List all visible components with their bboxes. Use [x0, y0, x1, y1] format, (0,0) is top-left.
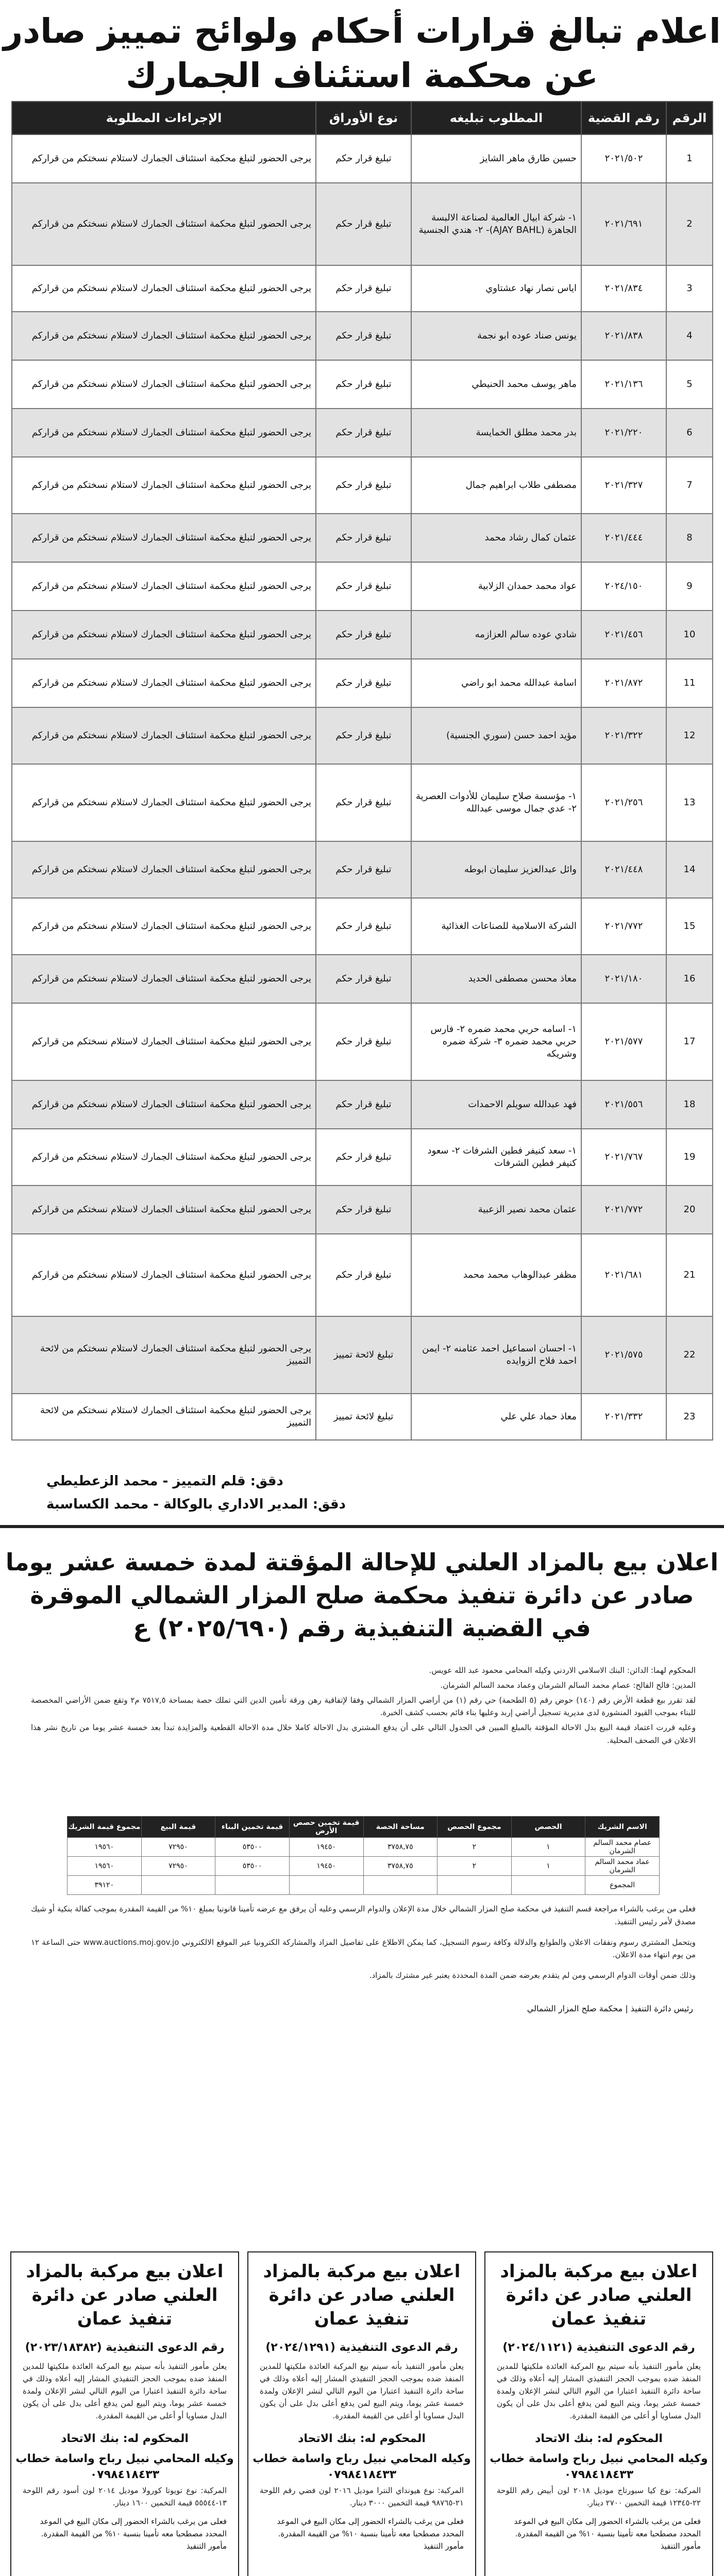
valuation-cell	[141, 1876, 215, 1895]
lawyer: وكيله المحامي نبيل رباح واسامة خطاب	[252, 2452, 471, 2465]
case-number: ٢٠٢٤/١٥٠	[581, 562, 666, 611]
valuation-col-header: قيمة تخمين البناء	[215, 1817, 290, 1838]
required-action: يرجى الحضور لتبلغ محكمة استئناف الجمارك لاستلام نسختكم من قراركم	[12, 611, 316, 659]
notified-party: شادي عوده سالم العزازمه	[411, 611, 581, 659]
row-number: 13	[666, 764, 713, 841]
notice-footer: فعلى من يرغب بالشراء الحضور إلى مكان البيع في الموعد المحدد مصطحبا معه تأمينا بنسبة ١٠% من القيمة المقدرة. مأمور التنفيذ	[40, 2517, 227, 2551]
table-row	[12, 659, 713, 707]
valuation-cell: ٧٢٩٥٠	[141, 1838, 215, 1857]
table-row	[12, 1316, 713, 1394]
notified-party: ١- شركة ابيال العالمية لصناعة الالبسة الجاهزة (AJAY BAHL)- ٢- هندي الجنسية	[411, 183, 581, 265]
valuation-cell: ٥٣٥٠٠	[215, 1857, 290, 1876]
table-row	[12, 312, 713, 360]
notification-table	[11, 101, 713, 1440]
creditor: المحكوم له: بنك الاتحاد	[61, 2432, 189, 2445]
row-number: 17	[666, 1003, 713, 1080]
case-number: ٢٠٢١/٦٩١	[581, 183, 666, 265]
row-number: 4	[666, 312, 713, 360]
required-action: يرجى الحضور لتبلغ محكمة استئناف الجمارك لاستلام نسختكم من قراركم	[12, 707, 316, 764]
valuation-cell: ١٩٥٦٠	[68, 1838, 142, 1857]
auction-paragraph: ويتحمل المشتري رسوم ونفقات الاعلان والطوابع والدلالة وكافة رسوم التسجيل، كما يمكن الاطلاع على تفاصيل المزاد والمشاركة الكترونيا عبر الموقع الالكتروني www.auctions.moj.gov.jo حتى الساعة ١٢ من يوم انتهاء مدة الاعلان.	[31, 1937, 696, 1960]
case-number: ٢٠٢١/٧٦٧	[581, 1129, 666, 1185]
signature-line-2: دقق: المدير الاداري بالوكالة - محمد الكساسبة	[46, 1497, 346, 1512]
row-number: 10	[666, 611, 713, 659]
auction-body-2	[31, 1895, 696, 1990]
table-row	[12, 955, 713, 1003]
notified-party: معاذ حماد علي علي	[411, 1394, 581, 1440]
document-type: تبليغ قرار حكم	[316, 659, 411, 707]
required-action: يرجى الحضور لتبلغ محكمة استئناف الجمارك لاستلام نسختكم من قراركم	[12, 312, 316, 360]
required-action: يرجى الحضور لتبلغ محكمة استئناف الجمارك لاستلام نسختكم من قراركم	[12, 409, 316, 457]
notice-footer: فعلى من يرغب بالشراء الحضور إلى مكان البيع في الموعد المحدد مصطحبا معه تأمينا بنسبة ١٠% من القيمة المقدرة. مأمور التنفيذ	[514, 2517, 701, 2551]
vehicle-details: المركبة: نوع هيونداي النترا موديل ٢٠١٦ لون فضي رقم اللوحة ٢١-٩٨٧٦٥ قيمة التخمين ٣٠٠٠ دينار.	[260, 2486, 464, 2507]
row-number: 9	[666, 562, 713, 611]
auction-paragraph: وذلك ضمن أوقات الدوام الرسمي ومن لم يتقدم بعرضه ضمن المدة المحددة يعتبر غير مشترك بالمزاد.	[369, 1971, 696, 1980]
phone-number: ٠٧٩٨٤١٨٤٣٣	[564, 2468, 634, 2481]
auction-title-1: اعلان بيع بالمزاد العلني للإحالة المؤقتة لمدة خمسة عشر يوما	[5, 1548, 719, 1576]
document-type: تبليغ قرار حكم	[316, 1129, 411, 1185]
required-action: يرجى الحضور لتبلغ محكمة استئناف الجمارك لاستلام نسختكم من قراركم	[12, 764, 316, 841]
row-number: 1	[666, 134, 713, 183]
valuation-cell: ٥٣٥٠٠	[215, 1838, 290, 1857]
required-action: يرجى الحضور لتبلغ محكمة استئناف الجمارك لاستلام نسختكم من قراركم	[12, 1234, 316, 1316]
valuation-table	[67, 1816, 660, 1895]
vehicle-auction-notice-1	[484, 2251, 713, 2576]
auction-notice	[0, 1525, 724, 2195]
vehicle-auction-notice-3	[10, 2251, 239, 2576]
table-row	[12, 360, 713, 409]
row-number: 22	[666, 1316, 713, 1394]
required-action: يرجى الحضور لتبلغ محكمة استئناف الجمارك لاستلام نسختكم من قراركم	[12, 898, 316, 955]
notified-party: وائل عبدالعزيز سليمان ابوطه	[411, 841, 581, 898]
document-type: تبليغ قرار حكم	[316, 265, 411, 312]
document-type: تبليغ قرار حكم	[316, 1080, 411, 1129]
valuation-body	[68, 1838, 660, 1895]
case-number: ٢٠٢١/٣٢٢	[581, 707, 666, 764]
valuation-cell: ٣٩١٢٠	[68, 1876, 142, 1895]
case-number: ٢٠٢١/١٣٦	[581, 360, 666, 409]
notice-body: يعلن مأمور التنفيذ بأنه سيتم بيع المركبة العائدة ملكيتها للمدين المنفذ ضده بموجب الحجز التنفيذي المشار إليه أعلاه وذلك في ساحة دائرة التنفيذ اعتبارا من اليوم التالي لنشر الإعلان ولمدة خمسة عشر يوما، ويتم البيع لمن يدفع أعلى بدل على أن يكون البدل مساويا أو أعلى من القيمة المقدرة.	[497, 2362, 701, 2420]
valuation-header-row	[68, 1817, 660, 1838]
valuation-row	[68, 1876, 660, 1895]
auction-title-3: في القضية التنفيذية رقم (٢٠٢٥/٦٩٠) ع	[133, 1614, 591, 1642]
row-number: 21	[666, 1234, 713, 1316]
row-number: 19	[666, 1129, 713, 1185]
case-number: رقم الدعوى التنفيذية (٢٠٢٤/١١٢١)	[502, 2341, 695, 2354]
creditor: المحكوم له: بنك الاتحاد	[298, 2432, 426, 2445]
notified-party: الشركة الاسلامية للصناعات الغذائية	[411, 898, 581, 955]
table-row	[12, 134, 713, 183]
auction-footer: رئيس دائرة التنفيذ | محكمة صلح المزار الشمالي	[527, 2004, 693, 2013]
auction-paragraph: وعليه قررت اعتماد قيمة البيع بدل الاحالة المؤقتة بالمبلغ المبين في الجدول التالي على أن يدفع المشتري بدل الاحالة كاملا خلال مدة الاحالة القطعية والمزايدة تبدأ بعد خمسة عشر يوما من تاريخ نشر هذا الاعلان في الصحف المحلية.	[31, 1723, 696, 1745]
document-type: تبليغ قرار حكم	[316, 1185, 411, 1234]
case-number: ٢٠٢١/٦٨١	[581, 1234, 666, 1316]
required-action: يرجى الحضور لتبلغ محكمة استئناف الجمارك لاستلام نسختكم من قراركم	[12, 265, 316, 312]
required-action: يرجى الحضور لتبلغ محكمة استئناف الجمارك لاستلام نسختكم من لائحة التمييز	[12, 1316, 316, 1394]
case-number: ٢٠٢١/٤٤٤	[581, 514, 666, 562]
case-number: ٢٠٢١/١٨٠	[581, 955, 666, 1003]
notified-party: ماهر يوسف محمد الحنيطي	[411, 360, 581, 409]
case-number: رقم الدعوى التنفيذية (٢٠٢٤/١٢٩١)	[265, 2341, 458, 2354]
document-type: تبليغ قرار حكم	[316, 562, 411, 611]
case-number: ٢٠٢١/٥٥٦	[581, 1080, 666, 1129]
table-row	[12, 1080, 713, 1129]
required-action: يرجى الحضور لتبلغ محكمة استئناف الجمارك لاستلام نسختكم من قراركم	[12, 1185, 316, 1234]
notice-footer: فعلى من يرغب بالشراء الحضور إلى مكان البيع في الموعد المحدد مصطحبا معه تأمينا بنسبة ١٠% من القيمة المقدرة. مأمور التنفيذ	[277, 2517, 464, 2551]
table-header-row	[12, 101, 713, 134]
valuation-cell: عصام محمد السالم الشرمان	[585, 1838, 660, 1857]
valuation-cell: ١٩٥٦٠	[68, 1857, 142, 1876]
valuation-col-header: قيمة البيع	[141, 1817, 215, 1838]
row-number: 18	[666, 1080, 713, 1129]
table-row	[12, 707, 713, 764]
required-action: يرجى الحضور لتبلغ محكمة استئناف الجمارك لاستلام نسختكم من قراركم	[12, 1129, 316, 1185]
vehicle-details: المركبة: نوع كيا سبورتاج موديل ٢٠١٨ لون أبيض رقم اللوحة ٢٢-١٢٣٤٥ قيمة التخمين ٢٧٠٠ دينار.	[497, 2486, 701, 2507]
valuation-cell: ١٩٤٥٠	[289, 1838, 363, 1857]
table-row	[12, 183, 713, 265]
row-number: 23	[666, 1394, 713, 1440]
notified-party: يونس صناد عوده ابو نجمة	[411, 312, 581, 360]
case-number: ٢٠٢١/٤٥٦	[581, 611, 666, 659]
case-number: ٢٠٢١/٥٧٥	[581, 1316, 666, 1394]
table-row	[12, 1129, 713, 1185]
required-action: يرجى الحضور لتبلغ محكمة استئناف الجمارك لاستلام نسختكم من قراركم	[12, 514, 316, 562]
notice-body: يعلن مأمور التنفيذ بأنه سيتم بيع المركبة العائدة ملكيتها للمدين المنفذ ضده بموجب الحجز التنفيذي المشار إليه أعلاه وذلك في ساحة دائرة التنفيذ اعتبارا من اليوم التالي لنشر الإعلان ولمدة خمسة عشر يوما، ويتم البيع لمن يدفع أعلى بدل على أن يكون البدل مساويا أو أعلى من القيمة المقدرة.	[23, 2362, 227, 2420]
row-number: 16	[666, 955, 713, 1003]
document-type: تبليغ قرار حكم	[316, 611, 411, 659]
valuation-cell: المجموع	[585, 1876, 660, 1895]
document-type: تبليغ قرار حكم	[316, 764, 411, 841]
valuation-col-header: مجموع الحصص	[437, 1817, 512, 1838]
required-action: يرجى الحضور لتبلغ محكمة استئناف الجمارك لاستلام نسختكم من قراركم	[12, 360, 316, 409]
table-row	[12, 611, 713, 659]
valuation-cell: ١	[511, 1838, 585, 1857]
table-row	[12, 841, 713, 898]
notified-party: اياس نصار نهاد عشتاوي	[411, 265, 581, 312]
valuation-cell: ١	[511, 1857, 585, 1876]
creditor: المحكوم له: بنك الاتحاد	[535, 2432, 663, 2445]
valuation-cell: ١٩٤٥٠	[289, 1857, 363, 1876]
case-number: ٢٠٢١/٨٣٨	[581, 312, 666, 360]
valuation-cell: ٢	[437, 1838, 512, 1857]
table-row	[12, 514, 713, 562]
valuation-row	[68, 1857, 660, 1876]
required-action: يرجى الحضور لتبلغ محكمة استئناف الجمارك لاستلام نسختكم من قراركم	[12, 1003, 316, 1080]
required-action: يرجى الحضور لتبلغ محكمة استئناف الجمارك لاستلام نسختكم من قراركم	[12, 562, 316, 611]
notified-party: عواد محمد حمدان الزلابية	[411, 562, 581, 611]
auction-paragraph: فعلى من يرغب بالشراء مراجعة قسم التنفيذ في محكمة صلح المزار الشمالي خلال مدة الإعلان والدوام الرسمي وعليه أن يرفق مع عرضه تأمينا قانونيا بمبلغ ١٠% من القيمة المقدرة بموجب كفالة بنكية أو شيك مصدق لأمر رئيس التنفيذ.	[31, 1904, 696, 1926]
notified-party: مؤيد احمد حسن (سوري الجنسية)	[411, 707, 581, 764]
valuation-cell: ٧٢٩٥٠	[141, 1857, 215, 1876]
phone-number: ٠٧٩٨٤١٨٤٣٣	[90, 2468, 160, 2481]
valuation-col-header: مساحة الحصة	[363, 1817, 437, 1838]
valuation-cell: ٣٧٥٨,٧٥	[363, 1838, 437, 1857]
row-number: 2	[666, 183, 713, 265]
document-type: تبليغ قرار حكم	[316, 409, 411, 457]
case-number: ٢٠٢١/٧٧٢	[581, 1185, 666, 1234]
col-header-doc: نوع الأوراق	[316, 101, 411, 134]
row-number: 15	[666, 898, 713, 955]
row-number: 6	[666, 409, 713, 457]
row-number: 7	[666, 457, 713, 514]
notified-party: فهد عبدالله سويلم الاحمدات	[411, 1080, 581, 1129]
valuation-cell	[289, 1876, 363, 1895]
document-type: تبليغ لائحة تمييز	[316, 1394, 411, 1440]
col-header-number: الرقم	[666, 101, 713, 134]
case-number: ٢٠٢١/٤٤٨	[581, 841, 666, 898]
table-row	[12, 409, 713, 457]
case-number: ٢٠٢١/٣٢٧	[581, 457, 666, 514]
required-action: يرجى الحضور لتبلغ محكمة استئناف الجمارك لاستلام نسختكم من قراركم	[12, 134, 316, 183]
lawyer: وكيله المحامي نبيل رباح واسامة خطاب	[15, 2452, 234, 2465]
document-type: تبليغ قرار حكم	[316, 457, 411, 514]
table-row	[12, 898, 713, 955]
notice-heading: اعلان بيع مركبة بالمزاد العلني صادر عن دائرة تنفيذ عمان	[26, 2261, 224, 2329]
notified-party: بدر محمد مطلق الخمايسة	[411, 409, 581, 457]
valuation-col-header: مجموع قيمة الشريك	[68, 1817, 142, 1838]
auction-paragraph: لقد تقرر بيع قطعة الأرض رقم (١٤٠) حوض رقم (٥ الطحمة) حي رقم (١) من أراضي المزار الشمالي وفقا لإتفاقية رهن ورقة تأمين الدين التي تملك حصة بمساحة ٧٥١٧,٥ م٢ وتقع ضمن الأراضي المخصصة للبناء بموجب القيود المنشورة لدى مديرية تسجيل أراضي إربد وعليها بناء قائم بحسب كشف الخبرة.	[31, 1695, 696, 1718]
document-type: تبليغ قرار حكم	[316, 841, 411, 898]
valuation-cell: ٢	[437, 1857, 512, 1876]
document-type: تبليغ لائحة تمييز	[316, 1316, 411, 1394]
case-number: ٢٠٢١/٨٣٤	[581, 265, 666, 312]
required-action: يرجى الحضور لتبلغ محكمة استئناف الجمارك لاستلام نسختكم من قراركم	[12, 841, 316, 898]
table-row	[12, 1394, 713, 1440]
notice-heading: اعلان بيع مركبة بالمزاد العلني صادر عن دائرة تنفيذ عمان	[263, 2261, 461, 2329]
notified-party: ١- اسامه حربي محمد ضمره ٢- فارس حربي محمد ضمره ٣- شركة ضمره وشريكه	[411, 1003, 581, 1080]
table-row	[12, 1234, 713, 1316]
case-number: ٢٠٢١/٥٧٧	[581, 1003, 666, 1080]
auction-paragraph: المحكوم لهما: الدائن: البنك الاسلامي الاردني وكيله المحامي محمود عبد الله عويس.	[429, 1666, 696, 1675]
signature-line-1: دقق: قلم التمييز - محمد الزعطيطي	[46, 1473, 283, 1489]
row-number: 5	[666, 360, 713, 409]
notified-party: ١- احسان اسماعيل احمد عثامنه ٢- ايمن احمد فلاح الزوايده	[411, 1316, 581, 1394]
case-number: ٢٠٢١/٥٠٢	[581, 134, 666, 183]
document-type: تبليغ قرار حكم	[316, 312, 411, 360]
row-number: 20	[666, 1185, 713, 1234]
valuation-cell	[363, 1876, 437, 1895]
notified-party: معاذ محسن مصطفى الحديد	[411, 955, 581, 1003]
col-header-name: المطلوب تبليغه	[411, 101, 581, 134]
case-number: ٢٠٢١/٧٧٢	[581, 898, 666, 955]
auction-title-2: صادر عن دائرة تنفيذ محكمة صلح المزار الشمالي الموقرة	[30, 1581, 694, 1609]
notified-party: مظفر عبدالوهاب محمد محمد	[411, 1234, 581, 1316]
required-action: يرجى الحضور لتبلغ محكمة استئناف الجمارك لاستلام نسختكم من قراركم	[12, 183, 316, 265]
required-action: يرجى الحضور لتبلغ محكمة استئناف الجمارك لاستلام نسختكم من قراركم	[12, 659, 316, 707]
valuation-cell	[215, 1876, 290, 1895]
notified-party: اسامة عبدالله محمد ابو راضي	[411, 659, 581, 707]
notified-party: عثمان كمال رشاد محمد	[411, 514, 581, 562]
col-header-action: الإجراءات المطلوبة	[12, 101, 316, 134]
case-number: ٢٠٢١/٢٥٦	[581, 764, 666, 841]
table-row	[12, 764, 713, 841]
notice-heading: اعلان بيع مركبة بالمزاد العلني صادر عن دائرة تنفيذ عمان	[500, 2261, 698, 2329]
valuation-cell: عماد محمد السالم الشرمان	[585, 1857, 660, 1876]
auction-paragraph: المدين: فالح الفالح: عصام محمد السالم الشرمان وعماد محمد السالم الشرمان.	[440, 1680, 696, 1690]
valuation-cell	[511, 1876, 585, 1895]
document-type: تبليغ قرار حكم	[316, 898, 411, 955]
notified-party: ١- سعد كنيفر فطين الشرفات ٢- سعود كنيفر فطين الشرفات	[411, 1129, 581, 1185]
row-number: 11	[666, 659, 713, 707]
document-type: تبليغ قرار حكم	[316, 514, 411, 562]
document-type: تبليغ قرار حكم	[316, 134, 411, 183]
notice-body: يعلن مأمور التنفيذ بأنه سيتم بيع المركبة العائدة ملكيتها للمدين المنفذ ضده بموجب الحجز التنفيذي المشار إليه أعلاه وذلك في ساحة دائرة التنفيذ اعتبارا من اليوم التالي لنشر الإعلان ولمدة خمسة عشر يوما، ويتم البيع لمن يدفع أعلى بدل على أن يكون البدل مساويا أو أعلى من القيمة المقدرة.	[260, 2362, 464, 2420]
valuation-col-header: الاسم الشريك	[585, 1817, 660, 1838]
row-number: 12	[666, 707, 713, 764]
table-row	[12, 1003, 713, 1080]
table-body	[12, 134, 713, 1440]
valuation-cell: ٣٧٥٨,٧٥	[363, 1857, 437, 1876]
document-type: تبليغ قرار حكم	[316, 707, 411, 764]
case-number: ٢٠٢١/٢٢٠	[581, 409, 666, 457]
valuation-cell	[437, 1876, 512, 1895]
required-action: يرجى الحضور لتبلغ محكمة استئناف الجمارك لاستلام نسختكم من قراركم	[12, 955, 316, 1003]
document-type: تبليغ قرار حكم	[316, 955, 411, 1003]
document-type: تبليغ قرار حكم	[316, 183, 411, 265]
document-type: تبليغ قرار حكم	[316, 1234, 411, 1316]
case-number: رقم الدعوى التنفيذية (٢٠٢٣/١٨٣٨٢)	[25, 2341, 225, 2354]
vehicle-auction-notice-2	[247, 2251, 476, 2576]
required-action: يرجى الحضور لتبلغ محكمة استئناف الجمارك لاستلام نسختكم من لائحة التمييز	[12, 1394, 316, 1440]
col-header-case: رقم القضية	[581, 101, 666, 134]
table-row	[12, 265, 713, 312]
document-type: تبليغ قرار حكم	[316, 360, 411, 409]
notice-title: اعلام تبالغ قرارات أحكام ولوائح تمييز صادر عن محكمة استئناف الجمارك	[3, 11, 721, 95]
table-row	[12, 562, 713, 611]
notified-party: ١- مؤسسة صلاح سليمان للأدوات العصرية ٢- عدي جمال موسى عبدالله	[411, 764, 581, 841]
notified-party: مصطفى طلاب ابراهيم جمال	[411, 457, 581, 514]
document-type: تبليغ قرار حكم	[316, 1003, 411, 1080]
lawyer: وكيله المحامي نبيل رباح واسامة خطاب	[490, 2452, 708, 2465]
row-number: 14	[666, 841, 713, 898]
phone-number: ٠٧٩٨٤١٨٤٣٣	[327, 2468, 397, 2481]
notified-party: حسين طارق ماهر الشايز	[411, 134, 581, 183]
row-number: 3	[666, 265, 713, 312]
vehicle-details: المركبة: نوع تويوتا كورولا موديل ٢٠١٤ لون أسود رقم اللوحة ١٣-٥٥٥٤٤ قيمة التخمين ١٦٠٠ دينار.	[23, 2486, 227, 2507]
notified-party: عثمان محمد نصير الزعبية	[411, 1185, 581, 1234]
valuation-col-header: الحصص	[511, 1817, 585, 1838]
valuation-col-header: قيمة تخمين حصص الأرض	[289, 1817, 363, 1838]
table-row	[12, 457, 713, 514]
case-number: ٢٠٢١/٣٣٢	[581, 1394, 666, 1440]
case-number: ٢٠٢١/٨٧٢	[581, 659, 666, 707]
valuation-row	[68, 1838, 660, 1857]
required-action: يرجى الحضور لتبلغ محكمة استئناف الجمارك لاستلام نسختكم من قراركم	[12, 1080, 316, 1129]
row-number: 8	[666, 514, 713, 562]
required-action: يرجى الحضور لتبلغ محكمة استئناف الجمارك لاستلام نسختكم من قراركم	[12, 457, 316, 514]
table-row	[12, 1185, 713, 1234]
auction-body	[31, 1664, 696, 1749]
